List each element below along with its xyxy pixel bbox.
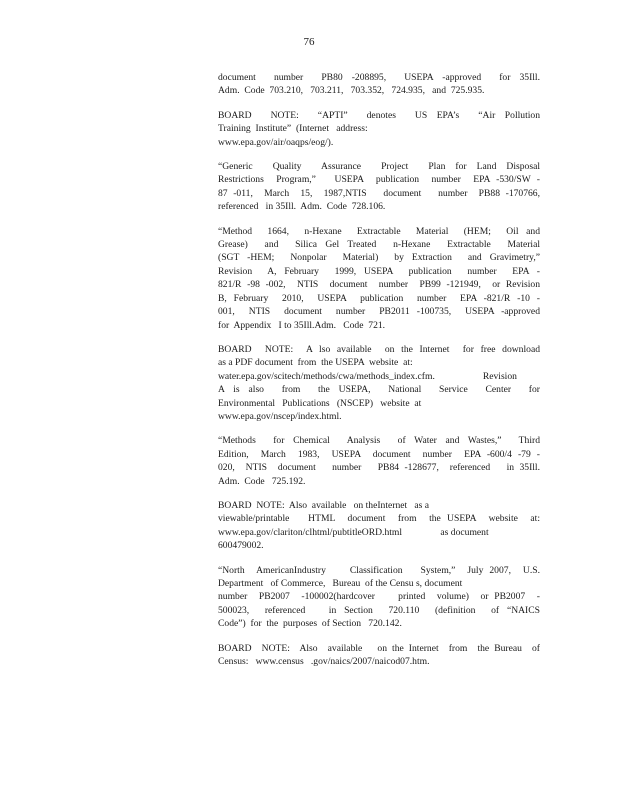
text-line: Training Institute” (Internet address:: [218, 123, 368, 135]
document-body: [218, 71, 540, 679]
board-note-html-document: [218, 499, 540, 553]
board-note-apti: [218, 109, 540, 149]
paragraph-epa-document-approval: [218, 71, 540, 98]
text-line: Environmental Publications (NSCEP) website at: [218, 397, 422, 409]
text-line: referenced in 35Ill. Adm. Code 728.106.: [218, 201, 386, 213]
board-note-census: [218, 642, 540, 669]
text-line: Adm. Code 703.210, 703.211, 703.352, 724.935, and 725.935.: [218, 85, 485, 97]
text-line: 020, NTIS document number PB84 -128677, referenced in 35Ill.: [218, 462, 540, 474]
text-line: (SGT -HEM; Nonpolar Material) by Extraction and Gravimetry,”: [218, 252, 540, 264]
text-line: A is also from the USEPA, National Service Center for: [218, 384, 540, 396]
text-line: Adm. Code 725.192.: [218, 475, 306, 487]
text-line: www.epa.gov/clariton/clhtml/pubtitleORD.html as document: [218, 526, 489, 538]
text-line: 87 -011, March 15, 1987,NTIS document number PB88 -170766,: [218, 187, 540, 199]
text-line: BOARD NOTE: A lso available on the Internet for free download: [218, 343, 540, 355]
text-line: viewable/printable HTML document from the USEPA website at:: [218, 513, 540, 525]
text-line: BOARD NOTE: Also available on the Internet from the Bureau of: [218, 642, 540, 654]
text-line: Revision A, February 1999, USEPA publication number EPA -: [218, 265, 540, 277]
text-line: Census: www.census .gov/naics/2007/naicod07.htm.: [218, 656, 430, 668]
text-line: “Method 1664, n-Hexane Extractable Material (HEM; Oil and: [218, 225, 540, 237]
text-line: 600479002.: [218, 540, 264, 552]
text-line: www.epa.gov/nscep/index.html.: [218, 410, 342, 422]
paragraph-generic-quality-assurance: [218, 160, 540, 214]
text-line: water.epa.gov/scitech/methods/cwa/methods_index.cfm. Revision: [218, 370, 517, 382]
text-line: Restrictions Program,” USEPA publication number EPA -530/SW -: [218, 174, 540, 186]
text-line: 821/R -98 -002, NTIS document number PB99 -121949, or Revision: [218, 279, 540, 291]
text-line: as a PDF document from the USEPA website at:: [218, 357, 413, 369]
text-line: “North AmericanIndustry Classification System,” July 2007, U.S.: [218, 564, 540, 576]
text-line: for Appendix I to 35Ill.Adm. Code 721.: [218, 319, 386, 331]
text-line: document number PB80 -208895, USEPA -approved for 35Ill.: [218, 72, 540, 83]
text-line: “Methods for Chemical Analysis of Water and Wastes,” Third: [218, 435, 540, 447]
paragraph-naics: [218, 564, 540, 631]
text-line: Department of Commerce, Bureau of the Censu s, document: [218, 578, 463, 589]
board-note-pdf-download: [218, 343, 540, 423]
text-line: Edition, March 1983, USEPA document number EPA -600/4 -79 -: [218, 448, 540, 460]
text-line: BOARD NOTE: “APTI” denotes US EPA’s “Air Pollution: [218, 109, 540, 121]
text-line: BOARD NOTE: Also available on theInternet as a: [218, 499, 430, 511]
text-line: 500023, referenced in Section 720.110 (definition of “NAICS: [218, 604, 540, 616]
paragraph-methods-chemical-analysis: [218, 434, 540, 488]
page-number: 76: [303, 36, 315, 48]
text-line: “Generic Quality Assurance Project Plan for Land Disposal: [218, 161, 540, 173]
text-line: Code”) for the purposes of Section 720.142.: [218, 618, 402, 630]
paragraph-method-1664: [218, 225, 540, 332]
text-line: B, February 2010, USEPA publication number EPA -821/R -10 -: [218, 292, 540, 304]
text-line: www.epa.gov/air/oaqps/eog/).: [218, 136, 334, 148]
text-line: 001, NTIS document number PB2011 -100735, USEPA -approved: [218, 306, 540, 318]
text-line: number PB2007 -100002(hardcover printed volume) or PB2007 -: [218, 591, 540, 603]
text-line: Grease) and Silica Gel Treated n-Hexane Extractable Material: [218, 239, 540, 251]
